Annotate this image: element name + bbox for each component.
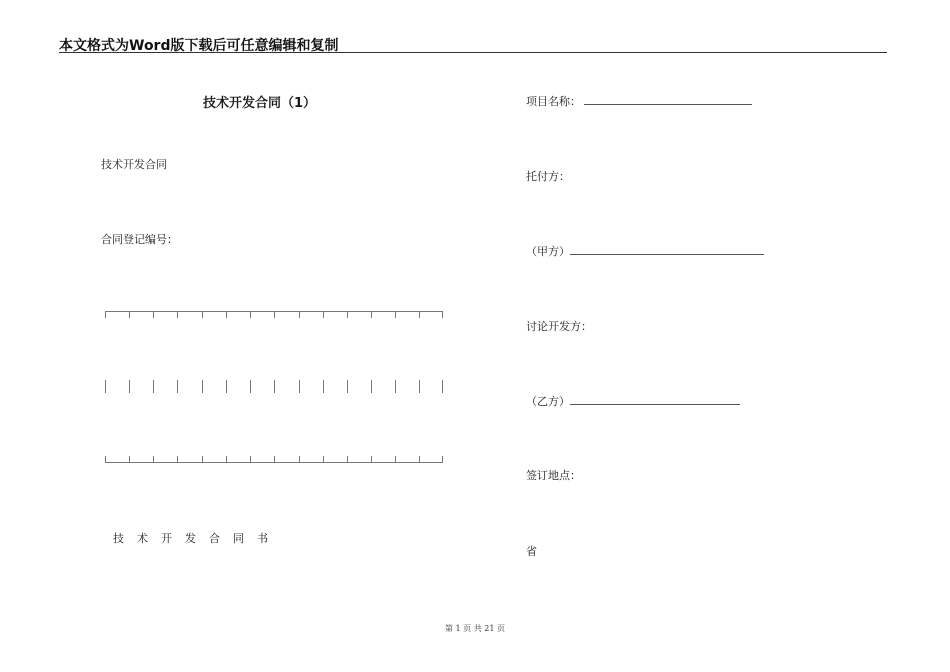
grid-tick xyxy=(274,380,275,393)
grid-tick xyxy=(226,456,227,462)
grid-tick xyxy=(299,312,300,318)
grid-tick xyxy=(419,456,420,462)
grid-tick xyxy=(274,312,275,318)
grid-tick xyxy=(323,456,324,462)
document-title: 技术开发合同（1） xyxy=(203,96,317,111)
grid-tick xyxy=(347,312,348,318)
grid-tick xyxy=(347,456,348,462)
grid-tick xyxy=(105,456,106,462)
grid-tick xyxy=(153,380,154,393)
grid-tick xyxy=(250,380,251,393)
grid-tick xyxy=(250,312,251,318)
grid-tick xyxy=(442,456,443,462)
grid-tick xyxy=(153,456,154,462)
header-divider xyxy=(59,52,887,53)
grid-tick xyxy=(395,312,396,318)
grid-tick xyxy=(299,456,300,462)
grid-tick xyxy=(177,380,178,393)
grid-tick xyxy=(202,456,203,462)
grid-tick xyxy=(419,312,420,318)
grid-tick xyxy=(250,456,251,462)
grid-tick xyxy=(442,312,443,318)
grid-tick xyxy=(129,456,130,462)
party-a-line xyxy=(570,254,764,255)
project-name-label: 项目名称： xyxy=(526,95,581,108)
project-name-line xyxy=(584,104,752,105)
registration-grid-bottom xyxy=(105,454,443,463)
grid-tick xyxy=(153,312,154,318)
grid-tick xyxy=(323,312,324,318)
contract-book-heading: 技术开发合同书 xyxy=(113,532,281,545)
grid-tick xyxy=(129,312,130,318)
signing-place-label: 签订地点： xyxy=(526,469,581,482)
registration-grid-middle xyxy=(105,380,443,393)
developer-label: 讨论开发方： xyxy=(526,320,592,333)
grid-tick xyxy=(395,380,396,393)
contract-subtitle: 技术开发合同 xyxy=(101,158,167,171)
grid-tick xyxy=(202,380,203,393)
grid-tick xyxy=(105,312,106,318)
province-label: 省 xyxy=(526,545,537,558)
grid-tick xyxy=(371,312,372,318)
party-a-label: （甲方） xyxy=(526,245,570,258)
grid-tick xyxy=(442,380,443,393)
grid-tick xyxy=(395,456,396,462)
party-b-label: （乙方） xyxy=(526,395,570,408)
grid-tick xyxy=(202,312,203,318)
grid-tick xyxy=(347,380,348,393)
grid-tick xyxy=(226,312,227,318)
grid-tick xyxy=(323,380,324,393)
grid-tick xyxy=(177,312,178,318)
page-number-footer: 第 1 页 共 21 页 xyxy=(445,624,505,633)
grid-tick xyxy=(105,380,106,393)
grid-tick xyxy=(371,380,372,393)
client-label: 托付方： xyxy=(526,170,570,183)
grid-tick xyxy=(177,456,178,462)
grid-tick xyxy=(226,380,227,393)
grid-tick xyxy=(299,380,300,393)
grid-tick xyxy=(129,380,130,393)
grid-tick xyxy=(419,380,420,393)
party-b-line xyxy=(570,404,740,405)
grid-tick xyxy=(371,456,372,462)
registration-number-label: 合同登记编号： xyxy=(101,233,178,246)
grid-tick xyxy=(274,456,275,462)
registration-grid-top xyxy=(105,311,443,320)
page-header-title: 本文格式为Word版下载后可任意编辑和复制 xyxy=(59,38,339,54)
